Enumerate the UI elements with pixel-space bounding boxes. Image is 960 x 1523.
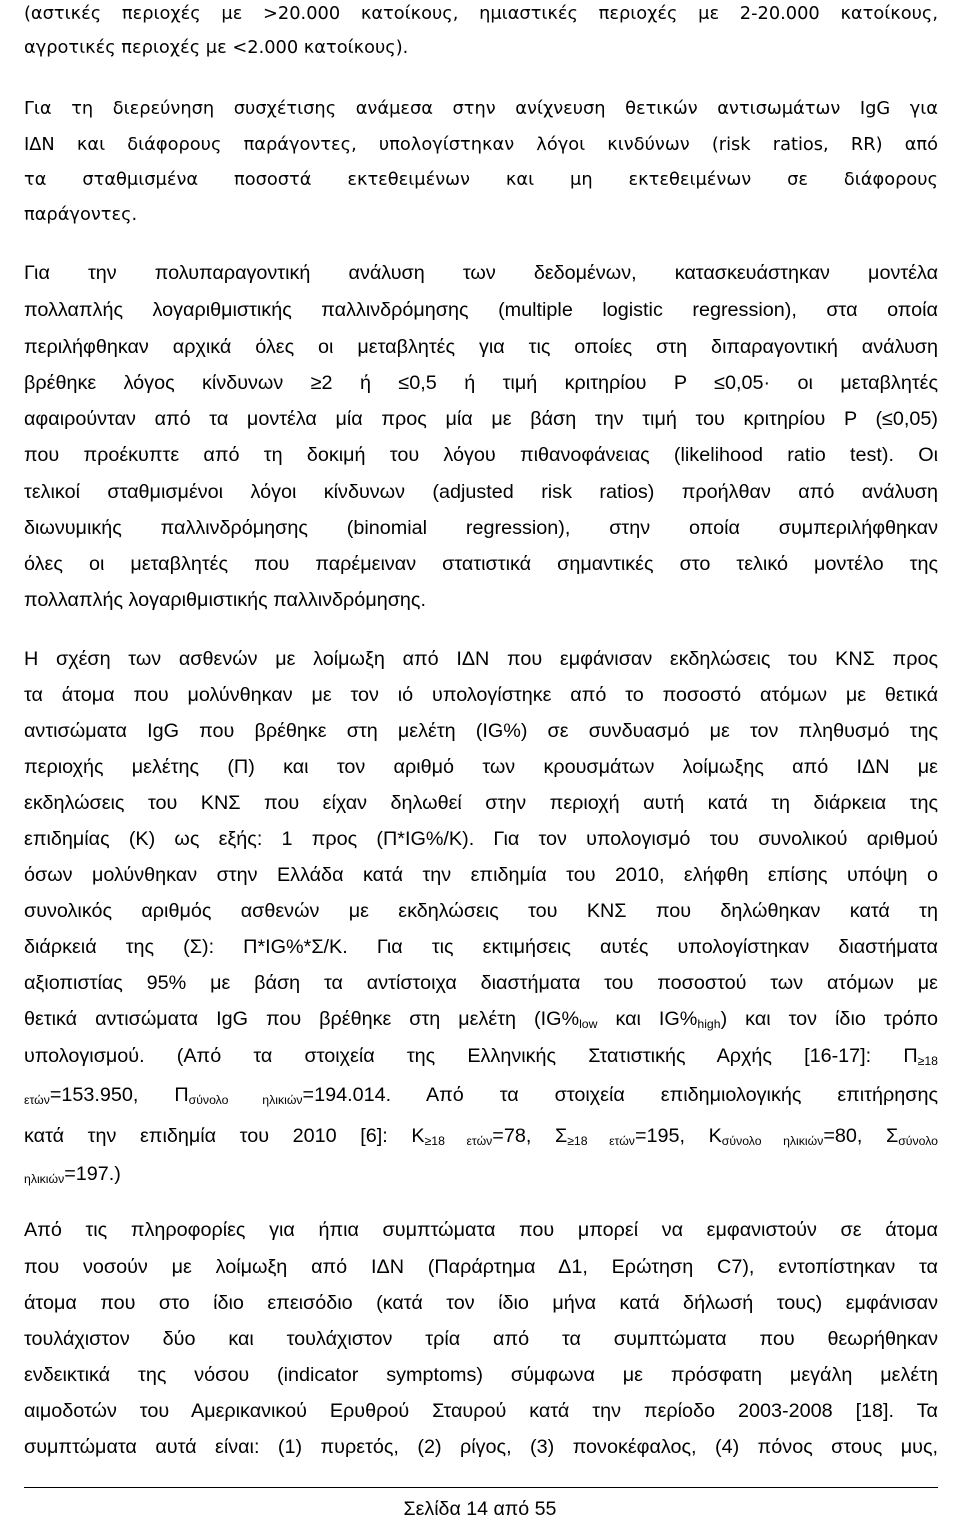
text-line: τα σταθμισμένα ποσοστά εκτεθειμένων και μη εκτεθειμένων σε διάφορους (24, 169, 938, 190)
text-line: πολλαπλής λογαριθμιστικής παλλινδρόμησης (multiple logistic regression), στα οποία (24, 299, 938, 321)
text-line: αγροτικές περιοχές με <2.000 κατοίκους). (24, 37, 409, 58)
text-line: ενδεικτικά της νόσου (indicator symptoms) σύμφωνα με πρόσφατη μεγάλη μελέτη (24, 1364, 938, 1386)
text-line: διωνυμικής παλλινδρόμησης (binomial regression), στην οποία συμπεριλήφθηκαν (24, 517, 938, 539)
text-line: αιμοδοτών του Αμερικανικού Ερυθρού Σταυρού κατά την περίοδο 2003-2008 [18]. Τα (24, 1400, 938, 1422)
text-line: αντισώματα IgG που βρέθηκε στη μελέτη (IG%) σε συνδυασμό με τον πληθυσμό της (24, 720, 938, 742)
text-line: αξιοπιστίας 95% με βάση τα αντίστοιχα διαστήματα του ποσοστού των ατόμων με (24, 972, 938, 994)
text-line: συμπτώματα αυτά είναι: (1) πυρετός, (2) ρίγος, (3) πονοκέφαλος, (4) πόνος στους μυς, (24, 1436, 938, 1458)
text-line: Για την πολυπαραγοντική ανάλυση των δεδομένων, κατασκευάστηκαν μοντέλα (24, 262, 938, 284)
text-line: παράγοντες. (24, 204, 138, 225)
footer-divider (24, 1487, 938, 1488)
text-line: όσων μολύνθηκαν στην Ελλάδα κατά την επιδημία του 2010, ελήφθη επίσης υπόψη ο (24, 864, 938, 886)
text-line: ΙΔΝ και διάφορους παράγοντες, υπολογίστηκαν λόγοι κινδύνων (risk ratios, RR) από (24, 134, 938, 155)
text-line: που νοσούν με λοίμωξη από ΙΔΝ (Παράρτημα Δ1, Ερώτηση C7), εντοπίστηκαν τα (24, 1256, 938, 1278)
text-line: θετικά αντισώματα IgG που βρέθηκε στη μελέτη ($IG\%_{low}$ και $IG\%_{high}$) και τον ίδιο τρόπο (24, 1008, 938, 1032)
text-line: διάρκειά της (Σ): Π*IG%*Σ/Κ. Για τις εκτιμήσεις αυτές υπολογίστηκαν διαστήματα (24, 936, 938, 958)
text-line: κατά την επιδημία του 2010 [6]: $K_{\ge 18 \varepsilon\tau ώ\nu}=78$, $\Sigma_{\ge 18 \varepsilon\tau ώ\nu}=195$, $K_{\sigma ύ\nu o\lambda o \eta\lambda\iota\kappa\iota ώ\nu}=80$, $\Sigma_{\sigma ύ\nu o\lambda o}$ (24, 1125, 938, 1149)
text-line: επιδημίας (Κ) ως εξής: 1 προς (Π*IG%/Κ). Για τον υπολογισμό του συνολικού αριθμού (24, 828, 938, 850)
text-line: περιοχής μελέτης (Π) και τον αριθμό των κρουσμάτων λοίμωξης από ΙΔΝ με (24, 756, 938, 778)
text-line: Από τις πληροφορίες για ήπια συμπτώματα που μπορεί να εμφανιστούν σε άτομα (24, 1219, 938, 1241)
text-line: πολλαπλής λογαριθμιστικής παλλινδρόμησης. (24, 589, 426, 611)
text-line: τα άτομα που μολύνθηκαν με τον ιό υπολογίστηκε από το ποσοστό ατόμων με θετικά (24, 684, 938, 706)
text-line: $_{\eta\lambda\iota\kappa\iota ώ\nu}$=197.) (24, 1163, 121, 1187)
page-number: Σελίδα 14 από 55 (403, 1498, 557, 1520)
text-line: (αστικές περιοχές με >20.000 κατοίκους, ημιαστικές περιοχές με 2-20.000 κατοίκους, (24, 3, 938, 24)
text-line: άτομα που στο ίδιο επεισόδιο (κατά τον ίδιο μήνα κατά δήλωσή τους) εμφάνισαν (24, 1292, 938, 1314)
text-line: $_{\varepsilon\tau ώ\nu}$=153.950, $\Pi_{\sigma ύ\nu o\lambda o \eta\lambda\iota\kappa\iota ώ\nu}=194.014$. Από τα στοιχεία επιδημιολογικής επιτήρησης (24, 1084, 938, 1108)
text-line: που προέκυπτε από τη δοκιμή του λόγου πιθανοφάνειας (likelihood ratio test). Οι (24, 444, 938, 466)
text-line: συνολικός αριθμός ασθενών με εκδηλώσεις του ΚΝΣ που δηλώθηκαν κατά τη (24, 900, 938, 922)
text-line: περιλήφθηκαν αρχικά όλες οι μεταβλητές για τις οποίες στη διπαραγοντική ανάλυση (24, 336, 938, 358)
text-line: βρέθηκε λόγος κίνδυνων ≥2 ή ≤0,5 ή τιμή κριτηρίου P ≤0,05· οι μεταβλητές (24, 372, 938, 394)
text-line: τελικοί σταθμισμένοι λόγοι κίνδυνων (adjusted risk ratios) προήλθαν από ανάλυση (24, 481, 938, 503)
text-line: εκδηλώσεις του ΚΝΣ που είχαν δηλωθεί στην περιοχή αυτή κατά τη διάρκεια της (24, 792, 938, 814)
text-line: Για τη διερεύνηση συσχέτισης ανάμεσα στην ανίχνευση θετικών αντισωμάτων IgG για (24, 98, 938, 119)
text-line: όλες οι μεταβλητές που παρέμειναν στατιστικά σημαντικές στο τελικό μοντέλο της (24, 553, 938, 575)
text-line: Η σχέση των ασθενών με λοίμωξη από ΙΔΝ που εμφάνισαν εκδηλώσεις του ΚΝΣ προς (24, 648, 938, 670)
text-line: αφαιρούνταν από τα μοντέλα μία προς μία με βάση την τιμή του κριτηρίου P (≤0,05) (24, 408, 938, 430)
text-line: τουλάχιστον δύο και τουλάχιστον τρία από τα συμπτώματα που θεωρήθηκαν (24, 1328, 938, 1350)
text-line: υπολογισμού. (Από τα στοιχεία της Ελληνικής Στατιστικής Αρχής [16-17]: $\Pi_{\ge 18}$ (24, 1045, 938, 1069)
